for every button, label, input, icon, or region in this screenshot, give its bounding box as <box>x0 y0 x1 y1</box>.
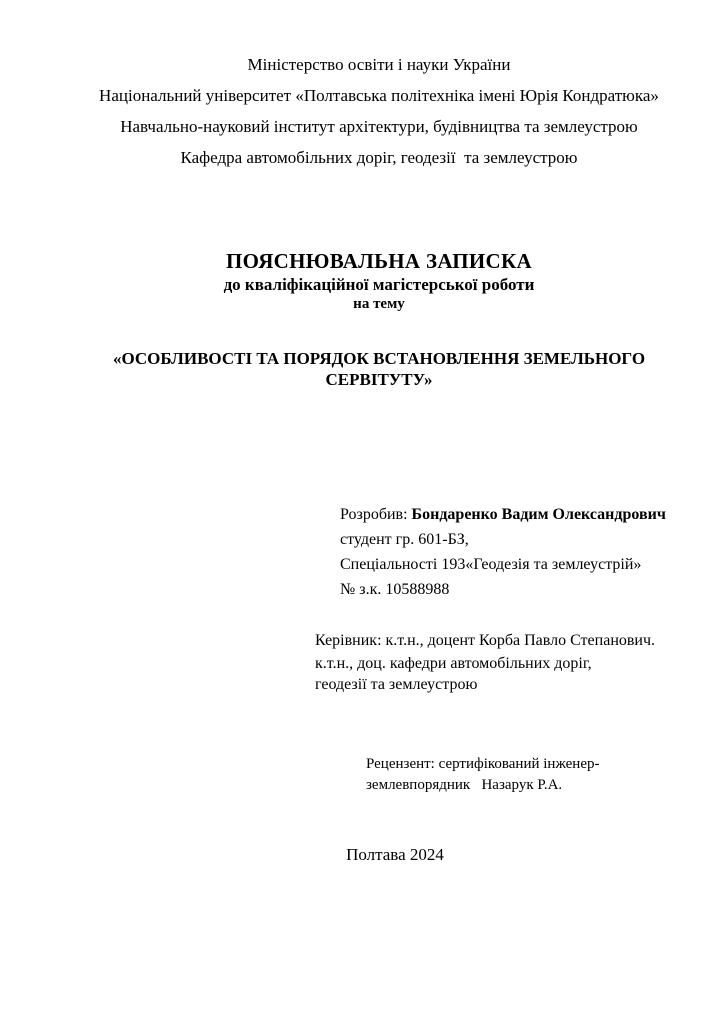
developer-group-line: студент гр. 601-БЗ, <box>340 531 469 548</box>
institute-line: Навчально-науковий інститут архітектури, будівництва та землеустрою <box>120 117 638 136</box>
developer-specialty-line: Спеціальності 193«Геодезія та землеустрій» <box>340 556 642 573</box>
city-year: Полтава 2024 <box>346 845 444 864</box>
supervisor-position-line: к.т.н., доц. кафедри автомобільних доріг, <box>315 655 592 672</box>
institution-header <box>70 49 688 173</box>
university-line: Національний університет «Полтавська політехніка імені Юрія Кондратюка» <box>99 86 659 105</box>
department-line: Кафедра автомобільних доріг, геодезії та землеустрою <box>180 148 578 167</box>
thesis-topic: «ОСОБЛИВОСТІ ТА ПОРЯДОК ВСТАНОВЛЕННЯ ЗЕМЕЛЬНОГО СЕРВІТУТУ» <box>112 349 650 389</box>
document-title: ПОЯСНЮВАЛЬНА ЗАПИСКА <box>225 249 533 273</box>
developer-name: Бондаренко Вадим Олександрович <box>411 506 666 523</box>
developer-record-number-line: № з.к. 10588988 <box>340 581 450 598</box>
supervisor-block <box>315 629 655 695</box>
content-column <box>70 0 688 1024</box>
reviewer-block <box>366 754 599 796</box>
developer-block <box>340 502 666 602</box>
reviewer-name-line: землевпорядник Назарук Р.А. <box>366 777 563 793</box>
document-subtitle-theme: на тему <box>353 296 405 312</box>
supervisor-department-line: геодезії та землеустрою <box>315 676 478 693</box>
reviewer-line: Рецензент: сертифікований інженер- <box>366 756 600 772</box>
developer-line <box>340 502 666 527</box>
supervisor-line: Керівник: к.т.н., доцент Корба Павло Степанович. <box>315 632 656 649</box>
ministry-line: Міністерство освіти і науки України <box>247 55 511 74</box>
developer-label: Розробив: <box>340 506 412 523</box>
document-subtitle: до кваліфікаційної магістерської роботи <box>223 275 535 294</box>
